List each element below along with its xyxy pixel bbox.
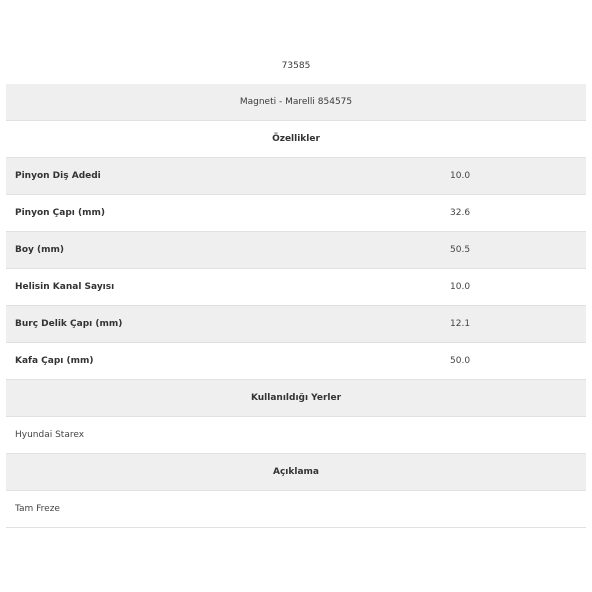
usage-row: [6, 417, 586, 454]
description-header-row: [6, 454, 586, 491]
description-text: Tam Freze: [15, 504, 60, 514]
spec-value: 32.6: [450, 208, 471, 218]
product-spec-table: [6, 47, 586, 528]
spec-value: 10.0: [450, 171, 471, 181]
spec-row: [6, 269, 586, 306]
spec-label: Helisin Kanal Sayısı: [15, 282, 115, 292]
brand-reference: Magneti - Marelli 854575: [239, 97, 353, 107]
spec-label: Pinyon Diş Adedi: [15, 171, 101, 181]
spec-row: [6, 195, 586, 232]
usage-title: Kullanıldığı Yerler: [250, 393, 342, 403]
usage-text: Hyundai Starex: [15, 430, 85, 440]
spec-value: 10.0: [450, 282, 471, 292]
spec-row: [6, 343, 586, 380]
usage-header-row: [6, 380, 586, 417]
spec-label: Kafa Çapı (mm): [15, 356, 94, 366]
spec-label: Boy (mm): [15, 245, 65, 255]
brand-reference-row: [6, 84, 586, 121]
description-row: [6, 491, 586, 528]
spec-label: Pinyon Çapı (mm): [15, 208, 105, 218]
product-code-row: [6, 47, 586, 84]
spec-row: [6, 232, 586, 269]
spec-row: [6, 306, 586, 343]
spec-value: 12.1: [450, 319, 471, 329]
product-code: 73585: [281, 60, 311, 71]
spec-label: Burç Delik Çapı (mm): [15, 319, 123, 329]
specs-title: Özellikler: [272, 134, 320, 144]
spec-row: [6, 158, 586, 195]
spec-value: 50.0: [450, 356, 471, 366]
description-title: Açıklama: [273, 467, 319, 477]
spec-value: 50.5: [450, 245, 471, 255]
specs-header-row: [6, 121, 586, 158]
